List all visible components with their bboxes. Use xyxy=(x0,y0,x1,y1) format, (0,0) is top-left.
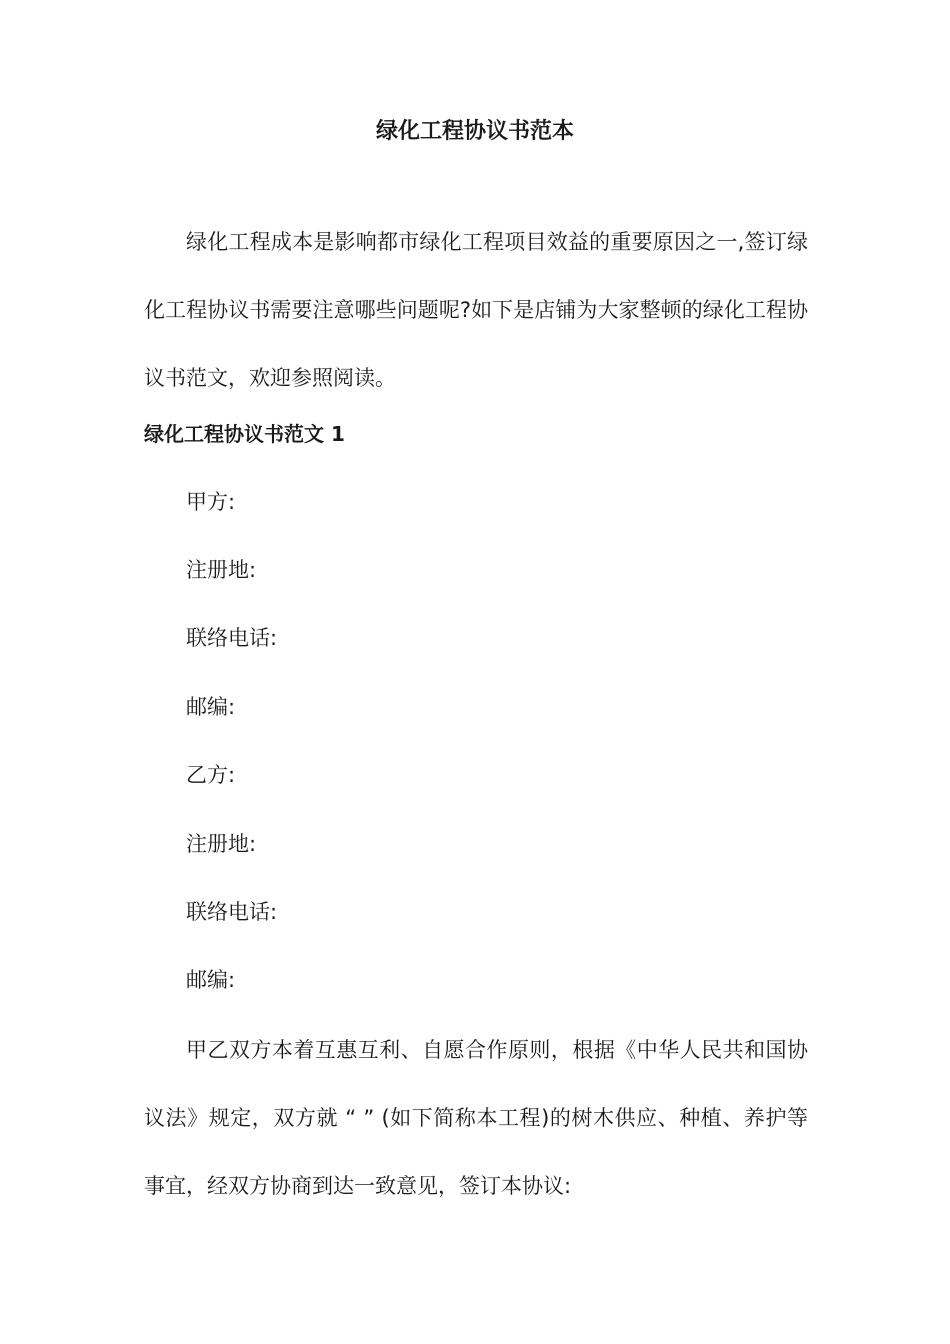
document-title: 绿化工程协议书范本 xyxy=(375,119,574,144)
field-party-b-phone: 联络电话: xyxy=(186,900,278,924)
agreement-paragraph: 甲乙双方本着互惠互利、自愿合作原则，根据《中华人民共和国协议法》规定，双方就 “ ” (如下简称本工程)的树木供应、种植、养护等事宜，经双方协商到达一致意见，签订本协议: xyxy=(144,1038,808,1198)
field-party-b-address: 注册地: xyxy=(186,832,257,856)
field-party-a-postcode: 邮编: xyxy=(186,695,236,719)
field-party-a-address: 注册地: xyxy=(186,558,257,582)
intro-paragraph: 绿化工程成本是影响都市绿化工程项目效益的重要原因之一,签订绿化工程协议书需要注意哪些问题呢?如下是店铺为大家整顿的绿化工程协议书范文，欢迎参照阅读。 xyxy=(144,230,808,390)
field-party-a-phone: 联络电话: xyxy=(186,626,278,650)
section-heading: 绿化工程协议书范文 1 xyxy=(144,422,345,446)
field-party-b-postcode: 邮编: xyxy=(186,968,236,992)
field-party-b: 乙方: xyxy=(186,763,236,787)
field-party-a: 甲方: xyxy=(186,490,236,514)
